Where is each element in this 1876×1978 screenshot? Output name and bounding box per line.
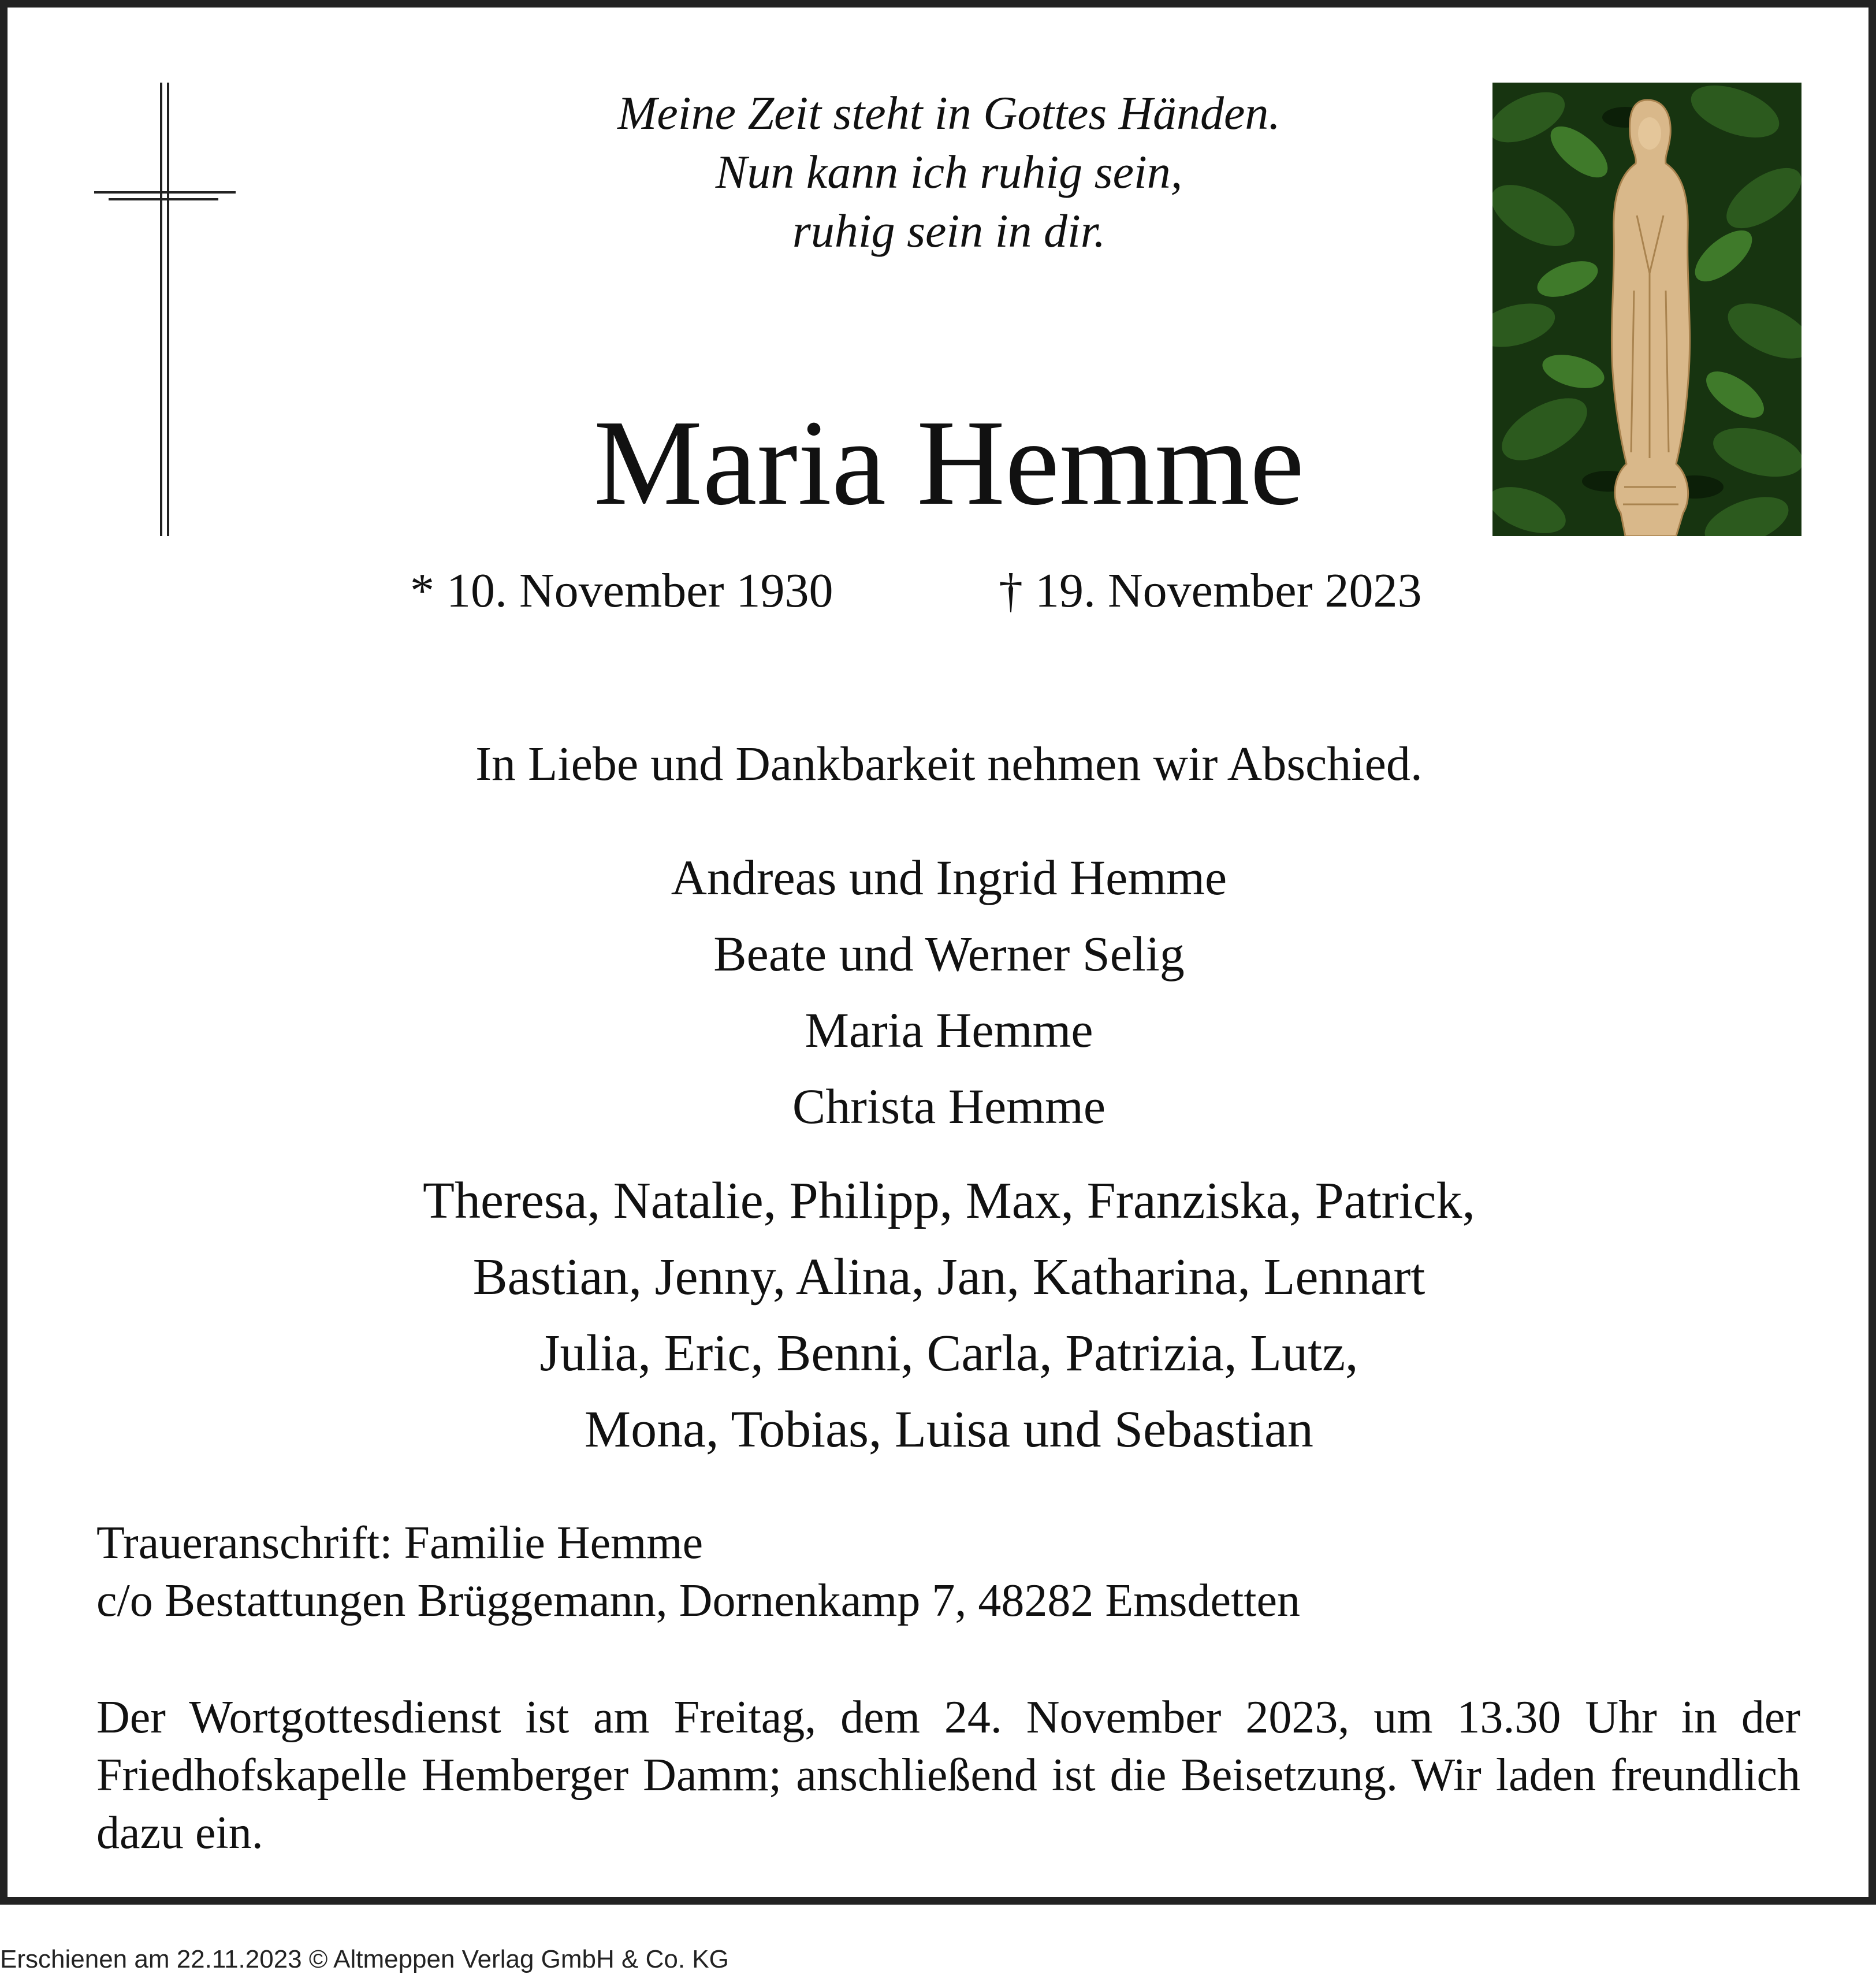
motto-line: Nun kann ich ruhig sein, — [715, 146, 1183, 198]
life-dates — [354, 562, 1544, 620]
publication-footer: Erschienen am 22.11.2023 © Altmeppen Verlag GmbH & Co. KG — [0, 1945, 729, 1973]
address-line: c/o Bestattungen Brüggemann, Dornenkamp 7, 48282 Emsdetten — [96, 1575, 1301, 1626]
family-member: Maria Hemme — [805, 1002, 1093, 1058]
grandchildren-line: Bastian, Jenny, Alina, Jan, Katharina, Lennart — [472, 1248, 1425, 1306]
farewell-text: In Liebe und Dankbarkeit nehmen wir Abschied. — [475, 737, 1423, 791]
grandchildren-line: Mona, Tobias, Luisa und Sebastian — [585, 1401, 1313, 1458]
cross-icon — [94, 83, 236, 539]
family-member: Beate und Werner Selig — [713, 926, 1185, 981]
family-list — [181, 839, 1717, 1144]
grandchildren-list — [123, 1163, 1775, 1468]
deceased-name: Maria Hemme — [593, 395, 1305, 530]
grandchildren-line: Julia, Eric, Benni, Carla, Patrizia, Lutz, — [539, 1325, 1358, 1382]
motto-verse — [412, 84, 1486, 261]
service-notice: Der Wortgottesdienst ist am Freitag, dem 24. November 2023, um 13.30 Uhr in der Friedhofskapelle Hemberger Damm; anschließend ist die Beisetzung. Wir laden freundlich dazu ein. — [96, 1692, 1800, 1858]
death-date: † 19. November 2023 — [999, 564, 1422, 618]
madonna-statue-photo — [1492, 83, 1801, 536]
grandchildren-line: Theresa, Natalie, Philipp, Max, Franziska, Patrick, — [422, 1172, 1476, 1229]
address-line: Traueranschrift: Familie Hemme — [96, 1518, 704, 1568]
family-member: Andreas und Ingrid Hemme — [671, 850, 1227, 905]
mourning-address — [96, 1514, 1806, 1630]
family-member: Christa Hemme — [792, 1079, 1106, 1134]
birth-date: * 10. November 1930 — [410, 564, 833, 618]
motto-line: ruhig sein in dir. — [792, 205, 1106, 257]
motto-line: Meine Zeit steht in Gottes Händen. — [617, 87, 1281, 139]
